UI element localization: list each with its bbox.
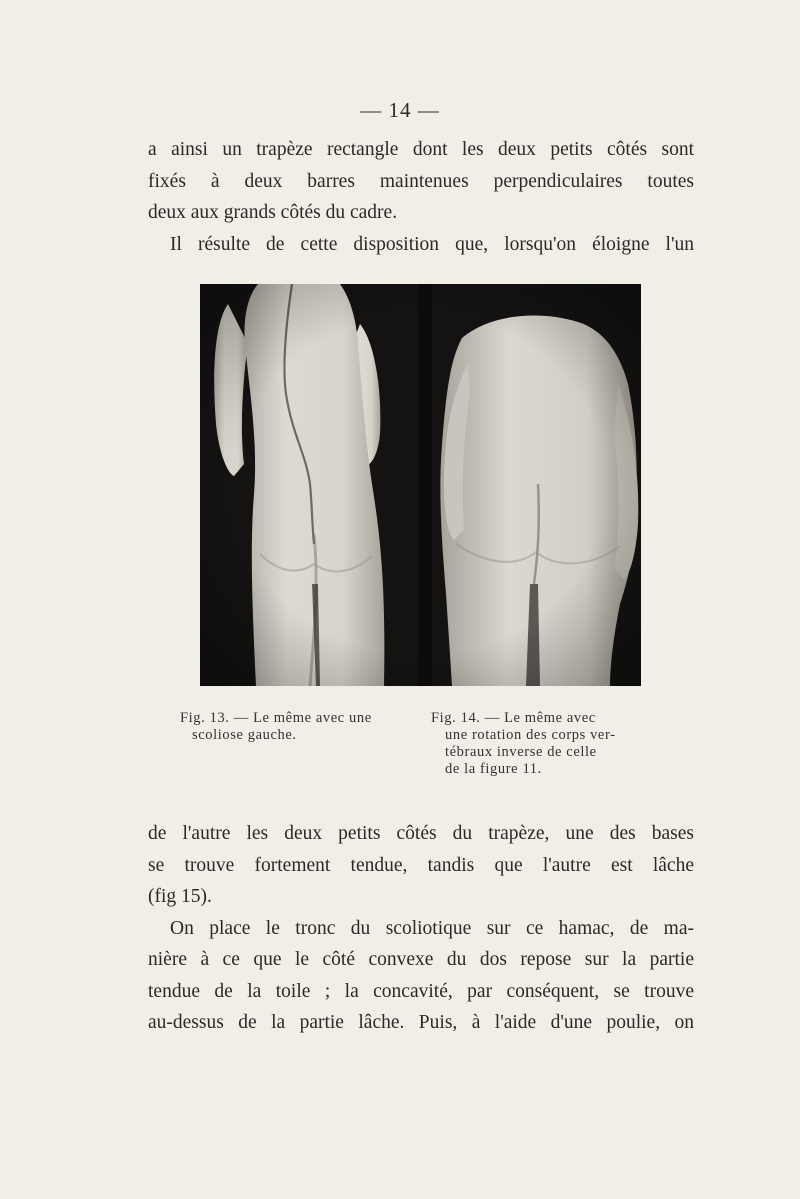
text-line: deux aux grands côtés du cadre. (148, 202, 398, 223)
body-paragraph-2 (148, 818, 694, 1039)
caption-line: Fig. 14. — Le même avec (431, 710, 596, 726)
text-line: tendue de la toile ; la concavité, par conséquent, se trouve (148, 980, 694, 1002)
text-line: nière à ce que le côté convexe du dos repose sur la partie (148, 949, 694, 970)
page-number: — 14 — (360, 98, 440, 122)
text-line: Il résulte de cette disposition que, lorsqu'on éloigne l'un (170, 233, 694, 255)
text-line: a ainsi un trapèze rectangle dont les deux petits côtés sont (148, 139, 694, 160)
photo-plate (200, 284, 641, 686)
text-line: se trouve fortement tendue, tandis que l'autre est lâche (148, 854, 694, 876)
text-line: de l'autre les deux petits côtés du trapèze, une des bases (148, 823, 694, 844)
caption-line: Fig. 13. — Le même avec une (180, 710, 372, 726)
caption-line: une rotation des corps ver- (445, 727, 616, 743)
figure-14-caption (431, 710, 663, 778)
text-line: fixés à deux barres maintenues perpendiculaires toutes (148, 170, 694, 192)
figure-13-caption (180, 710, 418, 744)
caption-line: de la figure 11. (445, 761, 542, 777)
body-paragraph-1 (148, 134, 694, 260)
text-line: (fig 15). (148, 886, 212, 907)
text-line: au-dessus de la partie lâche. Puis, à l'aide d'une poulie, on (148, 1012, 694, 1033)
caption-line: tébraux inverse de celle (445, 744, 597, 760)
caption-line: scoliose gauche. (192, 727, 297, 743)
text-line: On place le tronc du scoliotique sur ce hamac, de ma- (170, 917, 694, 939)
